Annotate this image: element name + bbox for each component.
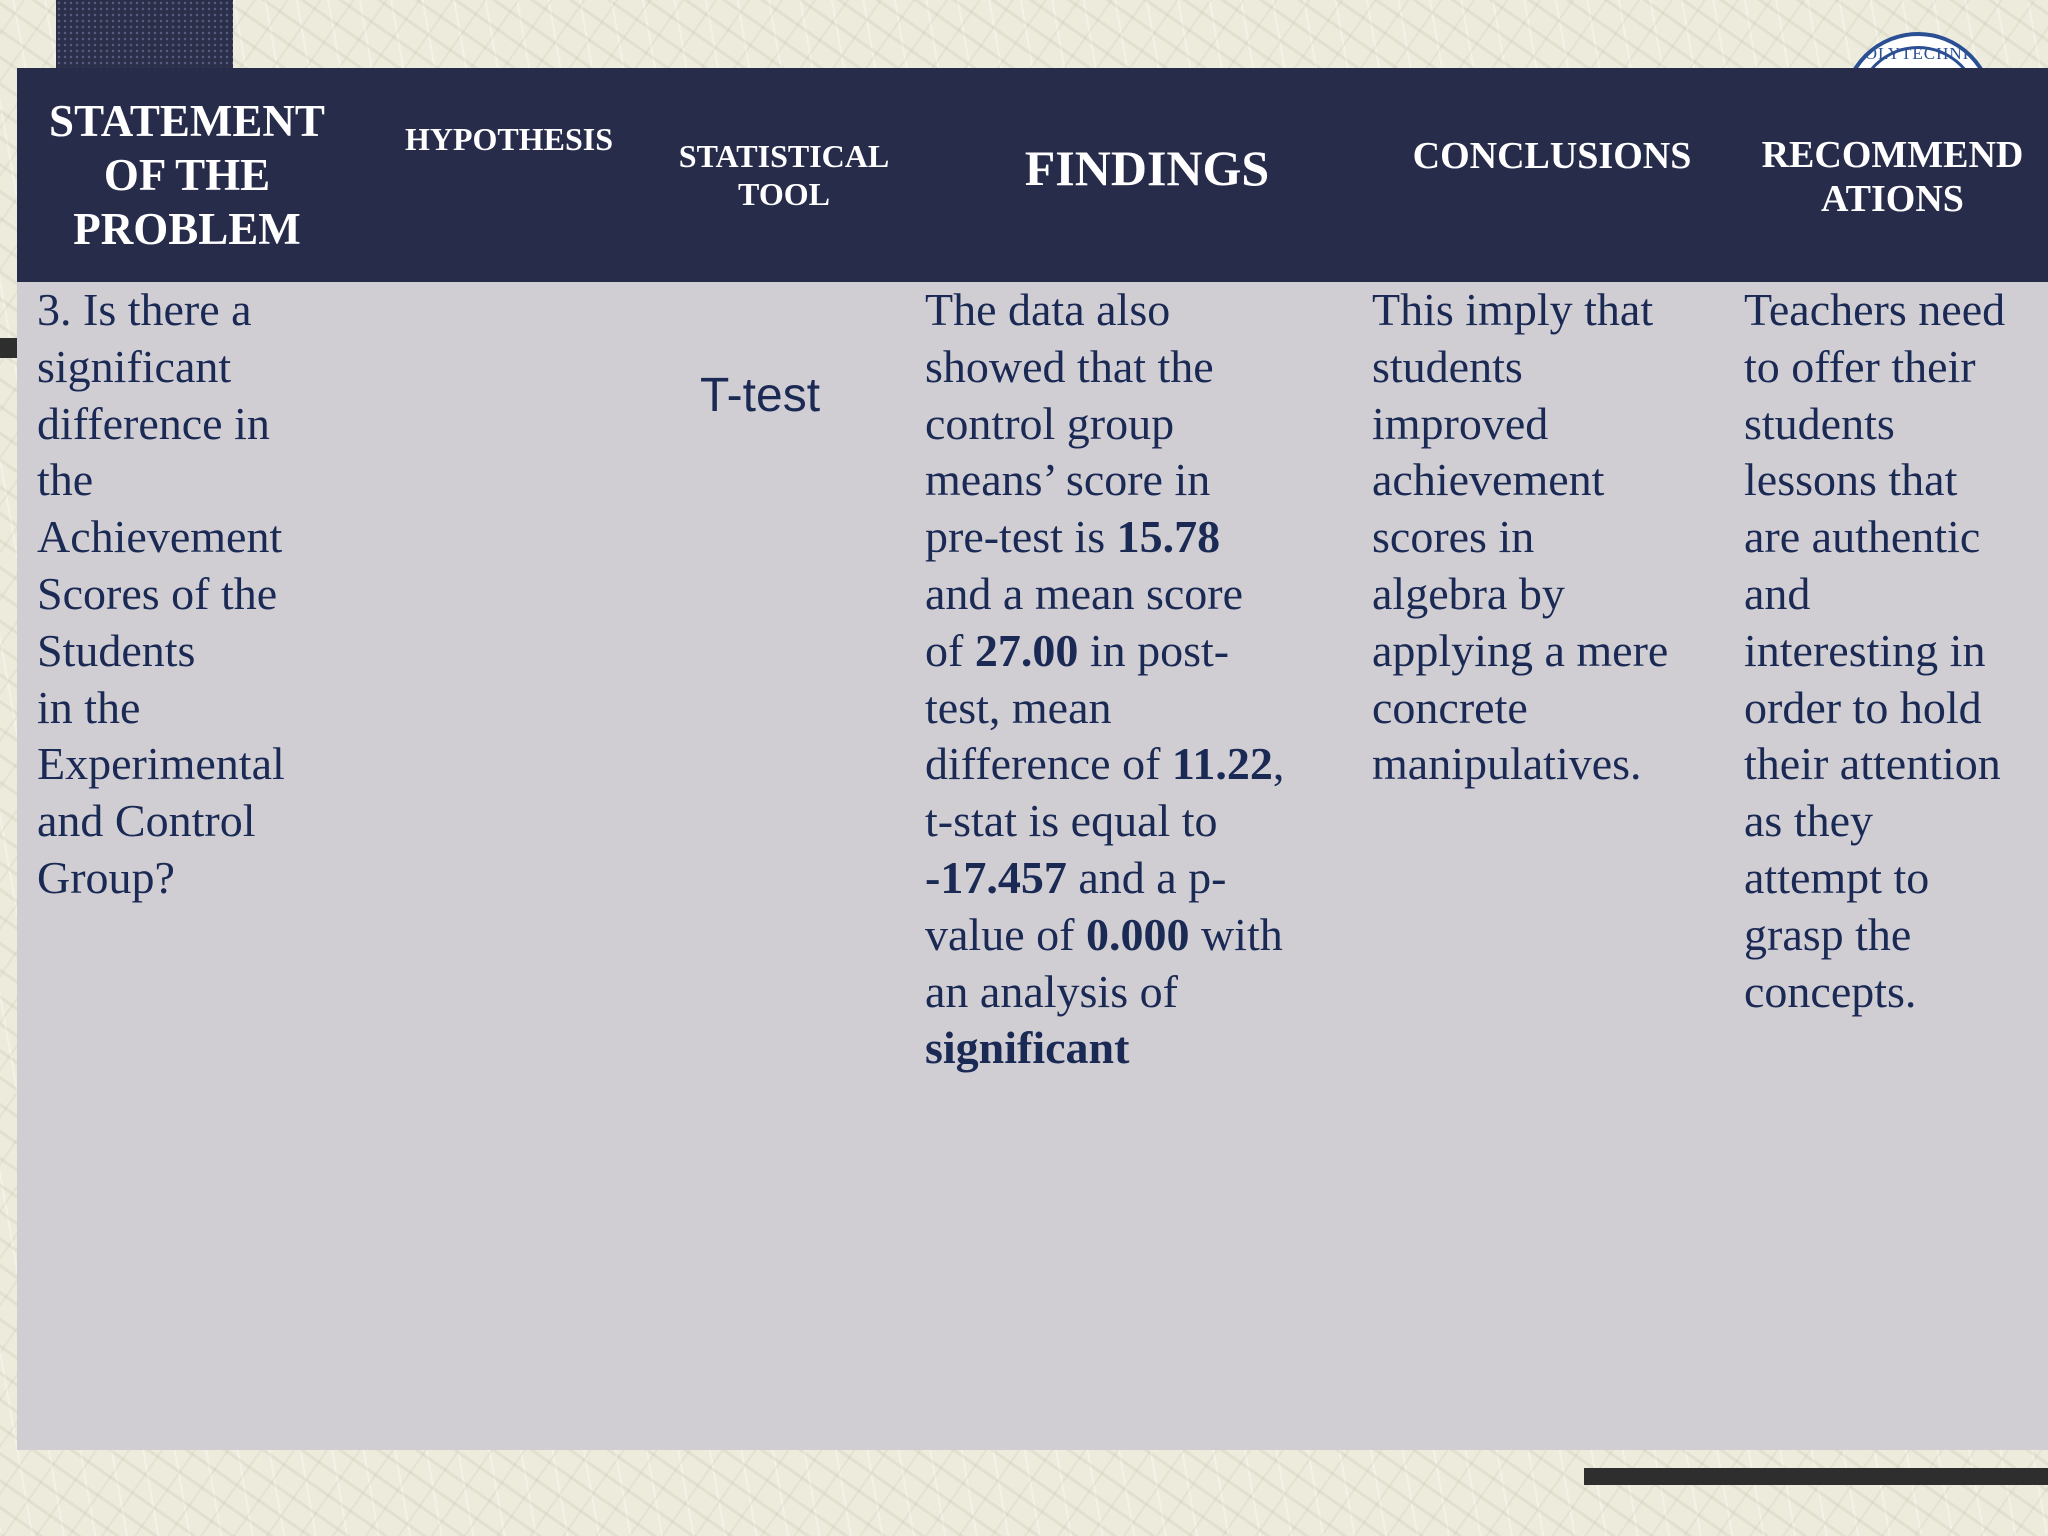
left-edge-marker (0, 338, 17, 358)
mean-difference-value: 11.22 (1171, 738, 1273, 790)
header-statistical-tool: STATISTICAL TOOL (678, 137, 890, 212)
table-header-row (17, 68, 2048, 282)
table-body-row (17, 282, 2048, 1450)
header-findings: FINDINGS (1024, 140, 1270, 196)
cell-conclusions: This imply that students improved achievement scores in algebra by applying a mere concrete manipulatives. (1372, 284, 1669, 790)
t-stat-value: -17.457 (925, 851, 1067, 903)
cell-statement-of-the-problem: 3. Is there a significant difference in the Achievement Scores of the Students in the Experimental and Control Group? (37, 284, 285, 903)
cell-statistical-tool: T-test (700, 369, 821, 422)
cell-recommendations: Teachers need to offer their students lessons that are authentic and interesting in order to hold their attention as they attempt to grasp the concepts. (1744, 284, 2006, 1017)
header-hypothesis: HYPOTHESIS (404, 121, 614, 157)
decorative-dot-block (56, 0, 233, 70)
p-value: 0.000 (1085, 908, 1190, 960)
header-recommendations: RECOMMEND ATIONS (1761, 134, 2024, 220)
header-conclusions: CONCLUSIONS (1412, 135, 1692, 177)
pretest-mean-value: 15.78 (1116, 511, 1221, 563)
posttest-mean-value: 27.00 (974, 624, 1079, 676)
cell-findings: The data also showed that the control group means’ score in pre-test is 15.78 and a mean score of 27.00 in post- test, mean difference of 11.22, t-stat is equal to -17.457 and a p- value of 0.000 with an analysis of significant (925, 284, 1285, 1074)
seal-lettering: POLYTECHNIC (1854, 44, 1982, 63)
analysis-result: significant (925, 1022, 1130, 1074)
decorative-bottom-bar (1584, 1468, 2048, 1485)
header-statement-of-the-problem: STATEMENT OF THE PROBLEM (49, 96, 325, 254)
